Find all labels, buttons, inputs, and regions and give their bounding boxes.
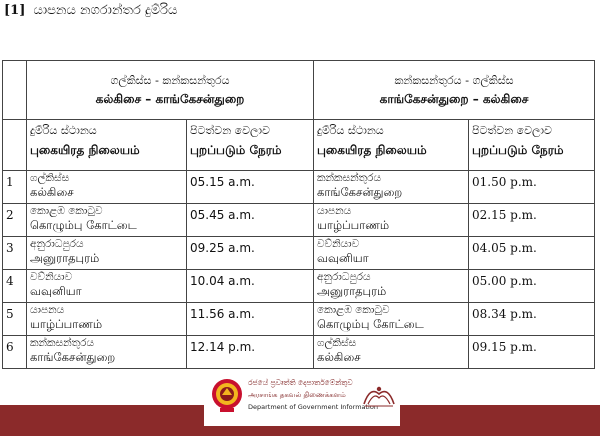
time-column-header-right [469, 120, 595, 171]
route-header-row [3, 61, 595, 120]
station-ta: கல்கிசை [30, 185, 74, 199]
departure-station-right [314, 303, 469, 336]
station-ta: காங்கேசன்துறை [317, 185, 403, 199]
station-ta: யாழ்ப்பாணம் [317, 218, 390, 232]
station-si: අනුරාධපුරය [317, 271, 371, 283]
departure-station-right [314, 270, 469, 303]
station-column-header-left [27, 120, 187, 171]
departure-station-right [314, 237, 469, 270]
time-header-ta: புறப்படும் நேரம் [472, 143, 564, 157]
government-emblem-icon [210, 376, 244, 414]
station-si: කොළඹ කොටුව [317, 304, 390, 316]
route-right-header [314, 61, 595, 120]
station-si: කොළඹ කොටුව [30, 205, 103, 217]
route-left-header [27, 61, 314, 120]
station-si: යාපනය [30, 304, 65, 316]
page-title [4, 3, 177, 18]
station-ta: கொழும்பு கோட்டை [30, 218, 137, 232]
footer-logo-card [204, 370, 400, 426]
index-header-cell [3, 61, 27, 120]
departure-time-right: 02.15 p.m. [469, 204, 595, 237]
footer-si: රජයේ ප්‍රවෘත්ති දෙපාර්තමේන්තුව [248, 378, 353, 387]
station-si: ගල්කිස්ස [317, 337, 357, 349]
table-row [3, 270, 595, 303]
row-number: 6 [3, 336, 27, 369]
column-header-row [3, 120, 595, 171]
departure-station-left [27, 303, 187, 336]
departure-time-right: 05.00 p.m. [469, 270, 595, 303]
section-number: [1] [4, 3, 26, 18]
departure-station-right [314, 204, 469, 237]
departure-time-left: 09.25 a.m. [187, 237, 314, 270]
route-right-ta: காங்கேசன்துறை – கல்கிசை [379, 91, 529, 106]
departure-time-left: 05.45 a.m. [187, 204, 314, 237]
time-column-header-left [187, 120, 314, 171]
departure-station-left [27, 204, 187, 237]
station-column-header-right [314, 120, 469, 171]
departure-time-right: 08.34 p.m. [469, 303, 595, 336]
ornament-icon [362, 382, 396, 408]
station-si: වව්නියාව [317, 238, 360, 250]
row-number: 3 [3, 237, 27, 270]
station-header-si: දුම්රිය ස්ථානය [30, 124, 97, 137]
station-header-ta: புகையிரத நிலையம் [317, 143, 427, 157]
station-ta: அனுராதபுரம் [317, 284, 387, 298]
table-row [3, 237, 595, 270]
row-number: 2 [3, 204, 27, 237]
time-header-ta: புறப்படும் நேரம் [190, 143, 282, 157]
time-header-si: පිටත්වන වෙලාව [472, 124, 552, 137]
route-left-si: ගල්කිස්ස - කන්කසන්තුරය [110, 73, 230, 87]
station-header-si: දුම්රිය ස්ථානය [317, 124, 384, 137]
row-number: 1 [3, 171, 27, 204]
departure-time-right: 09.15 p.m. [469, 336, 595, 369]
table-row [3, 171, 595, 204]
footer-ta: அரசாங்க தகவல் திணைக்களம் [248, 391, 346, 399]
footer-en: Department of Government Information [248, 403, 378, 411]
station-ta: அனுராதபுரம் [30, 251, 100, 265]
row-number: 5 [3, 303, 27, 336]
station-si: ගල්කිස්ස [30, 172, 70, 184]
index-column-header [3, 120, 27, 171]
departure-station-left [27, 237, 187, 270]
footer-org-name [248, 378, 378, 411]
station-si: කන්කසන්තුරය [30, 337, 95, 349]
table-row [3, 303, 595, 336]
departure-station-left [27, 171, 187, 204]
route-right-si: කන්කසන්තුරය - ගල්කිස්ස [394, 73, 514, 87]
departure-time-right: 01.50 p.m. [469, 171, 595, 204]
station-ta: வவுனியா [30, 284, 82, 298]
station-si: කන්කසන්තුරය [317, 172, 382, 184]
station-ta: கல்கிசை [317, 350, 361, 364]
station-si: වව්නියාව [30, 271, 73, 283]
table-row [3, 204, 595, 237]
departure-station-left [27, 270, 187, 303]
departure-time-left: 05.15 a.m. [187, 171, 314, 204]
departure-station-right [314, 336, 469, 369]
departure-time-right: 04.05 p.m. [469, 237, 595, 270]
section-title: යාපනය නගරාන්තර දුම්රිය [33, 3, 178, 18]
departure-station-right [314, 171, 469, 204]
departure-station-left [27, 336, 187, 369]
route-left-ta: கல்கிசை – காங்கேசன்துறை [95, 91, 245, 106]
departure-time-left: 12.14 p.m. [187, 336, 314, 369]
station-header-ta: புகையிரத நிலையம் [30, 143, 140, 157]
departure-time-left: 11.56 a.m. [187, 303, 314, 336]
station-ta: வவுனியா [317, 251, 369, 265]
station-ta: யாழ்ப்பாணம் [30, 317, 103, 331]
departure-time-left: 10.04 a.m. [187, 270, 314, 303]
station-ta: கொழும்பு கோட்டை [317, 317, 424, 331]
station-si: යාපනය [317, 205, 352, 217]
row-number: 4 [3, 270, 27, 303]
table-row [3, 336, 595, 369]
station-ta: காங்கேசன்துறை [30, 350, 116, 364]
time-header-si: පිටත්වන වෙලාව [190, 124, 270, 137]
timetable [2, 60, 595, 369]
station-si: අනුරාධපුරය [30, 238, 84, 250]
